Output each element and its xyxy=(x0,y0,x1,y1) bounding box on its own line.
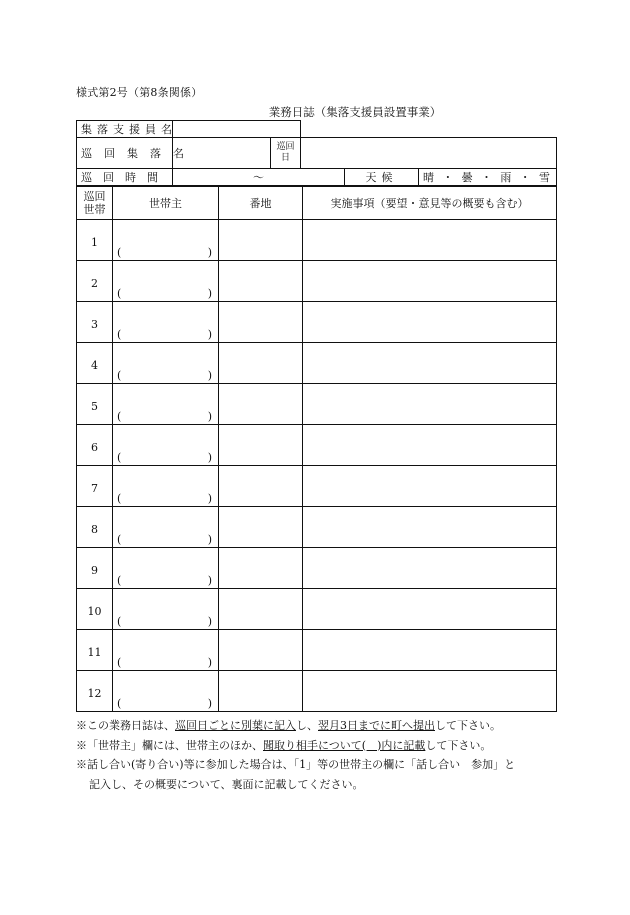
document-title xyxy=(0,104,630,120)
weather-option: ・ xyxy=(480,171,492,184)
row-number-cell xyxy=(77,507,113,548)
paren-close: ) xyxy=(207,656,212,669)
row-number: 4 xyxy=(91,359,98,372)
paren-open: ( xyxy=(117,492,122,505)
row-number-cell xyxy=(77,630,113,671)
row-number: 6 xyxy=(91,441,98,454)
row-number: 2 xyxy=(91,277,98,290)
details-field[interactable] xyxy=(303,589,557,630)
row-number-cell xyxy=(77,302,113,343)
table-row xyxy=(77,302,557,343)
visit-log-table xyxy=(76,186,557,712)
address-field[interactable] xyxy=(219,384,303,425)
table-row xyxy=(77,343,557,384)
patrol-day-label-line2: 日 xyxy=(280,153,290,163)
row-number-cell xyxy=(77,589,113,630)
paren-open: ( xyxy=(117,615,122,628)
col-visit-household xyxy=(77,187,113,220)
address-field[interactable] xyxy=(219,671,303,712)
paren-close: ) xyxy=(207,287,212,300)
address-field[interactable] xyxy=(219,302,303,343)
paren-close: ) xyxy=(207,369,212,382)
paren-close: ) xyxy=(207,410,212,423)
paren-close: ) xyxy=(207,328,212,341)
details-field[interactable] xyxy=(303,548,557,589)
household-head-field[interactable] xyxy=(113,220,219,261)
row-number-cell xyxy=(77,220,113,261)
note-1 xyxy=(76,716,576,736)
weather-label: 天候 xyxy=(345,169,419,186)
header-table xyxy=(76,120,557,186)
row-number-cell xyxy=(77,261,113,302)
col-visit-household-line2: 世帯 xyxy=(83,203,106,216)
note-1-a: ※この業務日誌は、 xyxy=(76,719,175,732)
details-field[interactable] xyxy=(303,343,557,384)
address-field[interactable] xyxy=(219,507,303,548)
row-number-cell xyxy=(77,466,113,507)
weather-option[interactable]: 晴 xyxy=(423,171,434,184)
paren-close: ) xyxy=(207,574,212,587)
row-number: 9 xyxy=(91,564,98,577)
details-field[interactable] xyxy=(303,671,557,712)
staff-name-label: 集落支援員名 xyxy=(77,121,173,138)
address-field[interactable] xyxy=(219,630,303,671)
patrol-time-separator: 〜 xyxy=(253,171,264,184)
form-reference: 様式第2号（第8条関係） xyxy=(76,86,203,99)
address-field[interactable] xyxy=(219,343,303,384)
paren-open: ( xyxy=(117,574,122,587)
note-2-b: して下さい。 xyxy=(425,738,492,752)
details-field[interactable] xyxy=(303,425,557,466)
row-number-cell xyxy=(77,548,113,589)
table-row xyxy=(77,671,557,712)
address-field[interactable] xyxy=(219,425,303,466)
paren-close: ) xyxy=(207,697,212,710)
patrol-time-label: 巡 回 時 間 xyxy=(77,169,173,186)
paren-open: ( xyxy=(117,287,122,300)
note-1-b: し、 xyxy=(296,719,318,732)
village-name-label: 巡回集落名 xyxy=(77,138,173,169)
note-2-a: ※「世帯主」欄には、世帯主のほか、 xyxy=(76,738,263,752)
patrol-day-label-line1: 巡回 xyxy=(276,142,295,152)
paren-open: ( xyxy=(117,533,122,546)
details-field[interactable] xyxy=(303,302,557,343)
weather-option[interactable]: 曇 xyxy=(461,171,473,184)
details-field[interactable] xyxy=(303,507,557,548)
row-number: 7 xyxy=(91,482,98,495)
table-row xyxy=(77,384,557,425)
row-number-cell xyxy=(77,671,113,712)
weather-option: ・ xyxy=(519,171,531,184)
row-number: 10 xyxy=(87,605,102,618)
paren-open: ( xyxy=(117,369,122,382)
paren-close: ) xyxy=(207,451,212,464)
paren-open: ( xyxy=(117,246,122,259)
paren-open: ( xyxy=(117,328,122,341)
details-field[interactable] xyxy=(303,466,557,507)
row-number: 11 xyxy=(87,646,102,659)
row-number-cell xyxy=(77,343,113,384)
row-number: 1 xyxy=(91,236,98,249)
note-1-underline-1: 巡回日ごとに別葉に記入 xyxy=(175,719,296,732)
address-field[interactable] xyxy=(219,220,303,261)
household-head-field[interactable] xyxy=(113,507,219,548)
note-3: ※話し合い(寄り合い)等に参加した場合は、「1」等の世帯主の欄に「話し合い 参加」と xyxy=(76,758,516,771)
staff-name-field[interactable] xyxy=(173,121,301,138)
table-row xyxy=(77,548,557,589)
header-blank xyxy=(301,121,557,138)
household-head-field[interactable] xyxy=(113,343,219,384)
row-number: 12 xyxy=(87,687,102,700)
document-title-text: 業務日誌（集落支援員設置事業） xyxy=(268,105,442,119)
paren-open: ( xyxy=(117,697,122,710)
household-head-field[interactable] xyxy=(113,425,219,466)
paren-open: ( xyxy=(117,410,122,423)
paren-open: ( xyxy=(117,451,122,464)
weather-option[interactable]: 雨 xyxy=(500,171,512,184)
paren-close: ) xyxy=(207,492,212,505)
row-number-cell xyxy=(77,425,113,466)
details-field[interactable] xyxy=(303,261,557,302)
details-field[interactable] xyxy=(303,630,557,671)
patrol-day-label xyxy=(271,138,301,169)
weather-options[interactable] xyxy=(419,169,557,186)
household-head-field[interactable] xyxy=(113,261,219,302)
note-1-c: して下さい。 xyxy=(435,719,501,732)
paren-close: ) xyxy=(207,246,212,259)
details-field[interactable] xyxy=(303,220,557,261)
address-field[interactable] xyxy=(219,589,303,630)
paren-open: ( xyxy=(117,656,122,669)
household-head-field[interactable] xyxy=(113,589,219,630)
details-field[interactable] xyxy=(303,384,557,425)
table-row xyxy=(77,261,557,302)
patrol-day-field[interactable] xyxy=(301,138,557,169)
weather-option: ・ xyxy=(442,171,454,184)
household-head-field[interactable] xyxy=(113,466,219,507)
notes xyxy=(76,716,576,794)
table-row xyxy=(77,425,557,466)
note-3-continued: 記入し、その概要について、裏面に記載してください。 xyxy=(89,777,364,791)
col-household-head: 世帯主 xyxy=(113,187,219,220)
patrol-time-field[interactable] xyxy=(173,169,345,186)
row-number-cell xyxy=(77,384,113,425)
address-field[interactable] xyxy=(219,261,303,302)
household-head-field[interactable] xyxy=(113,302,219,343)
note-2 xyxy=(76,736,576,756)
table-row xyxy=(77,630,557,671)
paren-close: ) xyxy=(207,615,212,628)
note-1-underline-2: 翌月3日までに町へ提出 xyxy=(318,719,435,732)
address-field[interactable] xyxy=(219,466,303,507)
row-number: 8 xyxy=(91,523,98,536)
col-visit-household-line1: 巡回 xyxy=(83,190,106,203)
household-head-field[interactable] xyxy=(113,548,219,589)
household-head-field[interactable] xyxy=(113,384,219,425)
row-number: 3 xyxy=(91,318,98,331)
col-details: 実施事項（要望・意見等の概要も含む） xyxy=(303,187,557,220)
note-2-underline: 聞取り相手について( )内に記載 xyxy=(263,738,426,752)
row-number: 5 xyxy=(91,400,98,413)
weather-option[interactable]: 雪 xyxy=(538,171,550,184)
household-head-field[interactable] xyxy=(113,630,219,671)
table-row xyxy=(77,466,557,507)
paren-close: ) xyxy=(207,533,212,546)
col-address: 番地 xyxy=(219,187,303,220)
household-head-field[interactable] xyxy=(113,671,219,712)
table-row xyxy=(77,507,557,548)
address-field[interactable] xyxy=(219,548,303,589)
table-row xyxy=(77,220,557,261)
table-row xyxy=(77,589,557,630)
